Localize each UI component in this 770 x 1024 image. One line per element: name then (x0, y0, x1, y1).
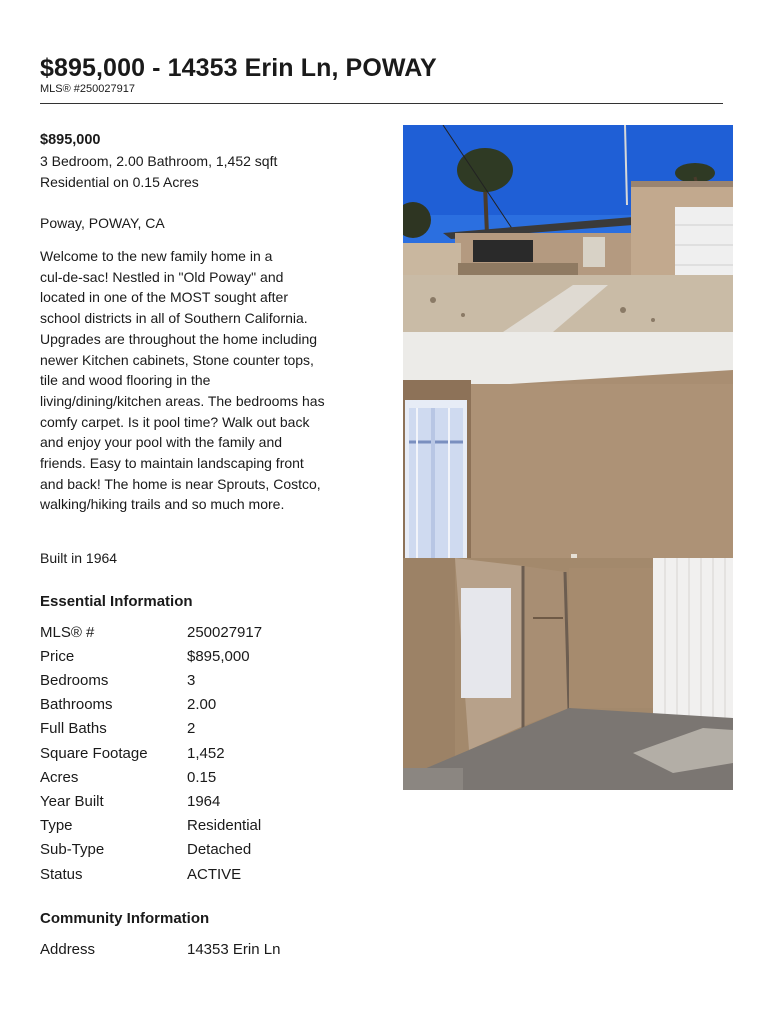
year-built-text: Built in 1964 (40, 550, 118, 567)
row-value: 3 (187, 672, 196, 690)
table-row (40, 620, 262, 644)
description-line: friends. Easy to maintain landscaping front (40, 455, 304, 472)
summary-location: Poway, POWAY, CA (40, 215, 165, 231)
description-line: Upgrades are throughout the home including (40, 330, 318, 347)
mls-number-subtitle: MLS® #250027917 (40, 83, 135, 95)
summary-type: Residential on 0.15 Acres (40, 174, 199, 190)
description-line: school districts in all of Southern California. (40, 310, 308, 327)
description-line: tile and wood flooring in the (40, 372, 211, 389)
page-title: $895,000 - 14353 Erin Ln, POWAY (40, 54, 437, 82)
row-label: Full Baths (40, 720, 107, 738)
row-value: ACTIVE (187, 865, 242, 883)
table-row (40, 765, 262, 789)
row-label: Bedrooms (40, 672, 109, 690)
table-row (40, 789, 262, 813)
table-row (40, 937, 280, 961)
row-value: Residential (187, 817, 262, 835)
description-line: living/dining/kitchen areas. The bedrooms has (40, 392, 325, 409)
row-value: 2 (187, 720, 196, 738)
row-value: 1964 (187, 793, 221, 811)
row-label: Acres (40, 768, 79, 786)
bedroom-photo (403, 332, 733, 558)
row-value: 1,452 (187, 744, 225, 762)
row-label: Year Built (40, 793, 104, 811)
row-value: 250027917 (187, 623, 263, 641)
table-row (40, 717, 262, 741)
table-row (40, 741, 262, 765)
photo-column (403, 125, 733, 790)
table-row (40, 862, 262, 886)
exterior-photo (403, 125, 733, 332)
row-label: Price (40, 647, 75, 665)
row-value: 0.15 (187, 768, 217, 786)
listing-details (40, 130, 360, 961)
row-label: Address (40, 940, 96, 958)
table-row (40, 814, 262, 838)
row-value: $895,000 (187, 647, 250, 665)
summary-price: $895,000 (40, 132, 101, 148)
table-row (40, 838, 262, 862)
community-info-table (40, 937, 280, 961)
row-value: 14353 Erin Ln (187, 940, 281, 958)
row-value: 2.00 (187, 696, 217, 714)
row-value: Detached (187, 841, 252, 859)
property-description (40, 246, 360, 515)
description-line: located in one of the MOST sought after (40, 289, 289, 306)
description-line: and enjoy your pool with the family and (40, 434, 283, 451)
description-line: Welcome to the new family home in a (40, 248, 273, 264)
row-label: Square Footage (40, 744, 148, 762)
essential-info-table (40, 620, 262, 886)
row-label: Bathrooms (40, 696, 113, 714)
table-row (40, 669, 262, 693)
row-label: Status (40, 865, 83, 883)
closet-room-photo (403, 558, 733, 790)
table-row (40, 644, 262, 668)
essential-info-heading: Essential Information (40, 593, 193, 611)
row-label: Sub-Type (40, 841, 105, 859)
description-line: walking/hiking trails and so much more. (40, 496, 285, 513)
description-line: comfy carpet. Is it pool time? Walk out back (40, 413, 310, 430)
summary-specs: 3 Bedroom, 2.00 Bathroom, 1,452 sqft (40, 153, 278, 169)
table-row (40, 693, 262, 717)
description-line: cul-de-sac! Nestled in "Old Poway" and (40, 268, 284, 285)
row-label: MLS® # (40, 623, 95, 641)
row-label: Type (40, 817, 73, 835)
description-line: newer Kitchen cabinets, Stone counter tops, (40, 351, 314, 368)
community-info-heading: Community Information (40, 910, 210, 928)
description-line: and back! The home is near Sprouts, Costco, (40, 475, 321, 492)
header-divider (40, 103, 723, 104)
